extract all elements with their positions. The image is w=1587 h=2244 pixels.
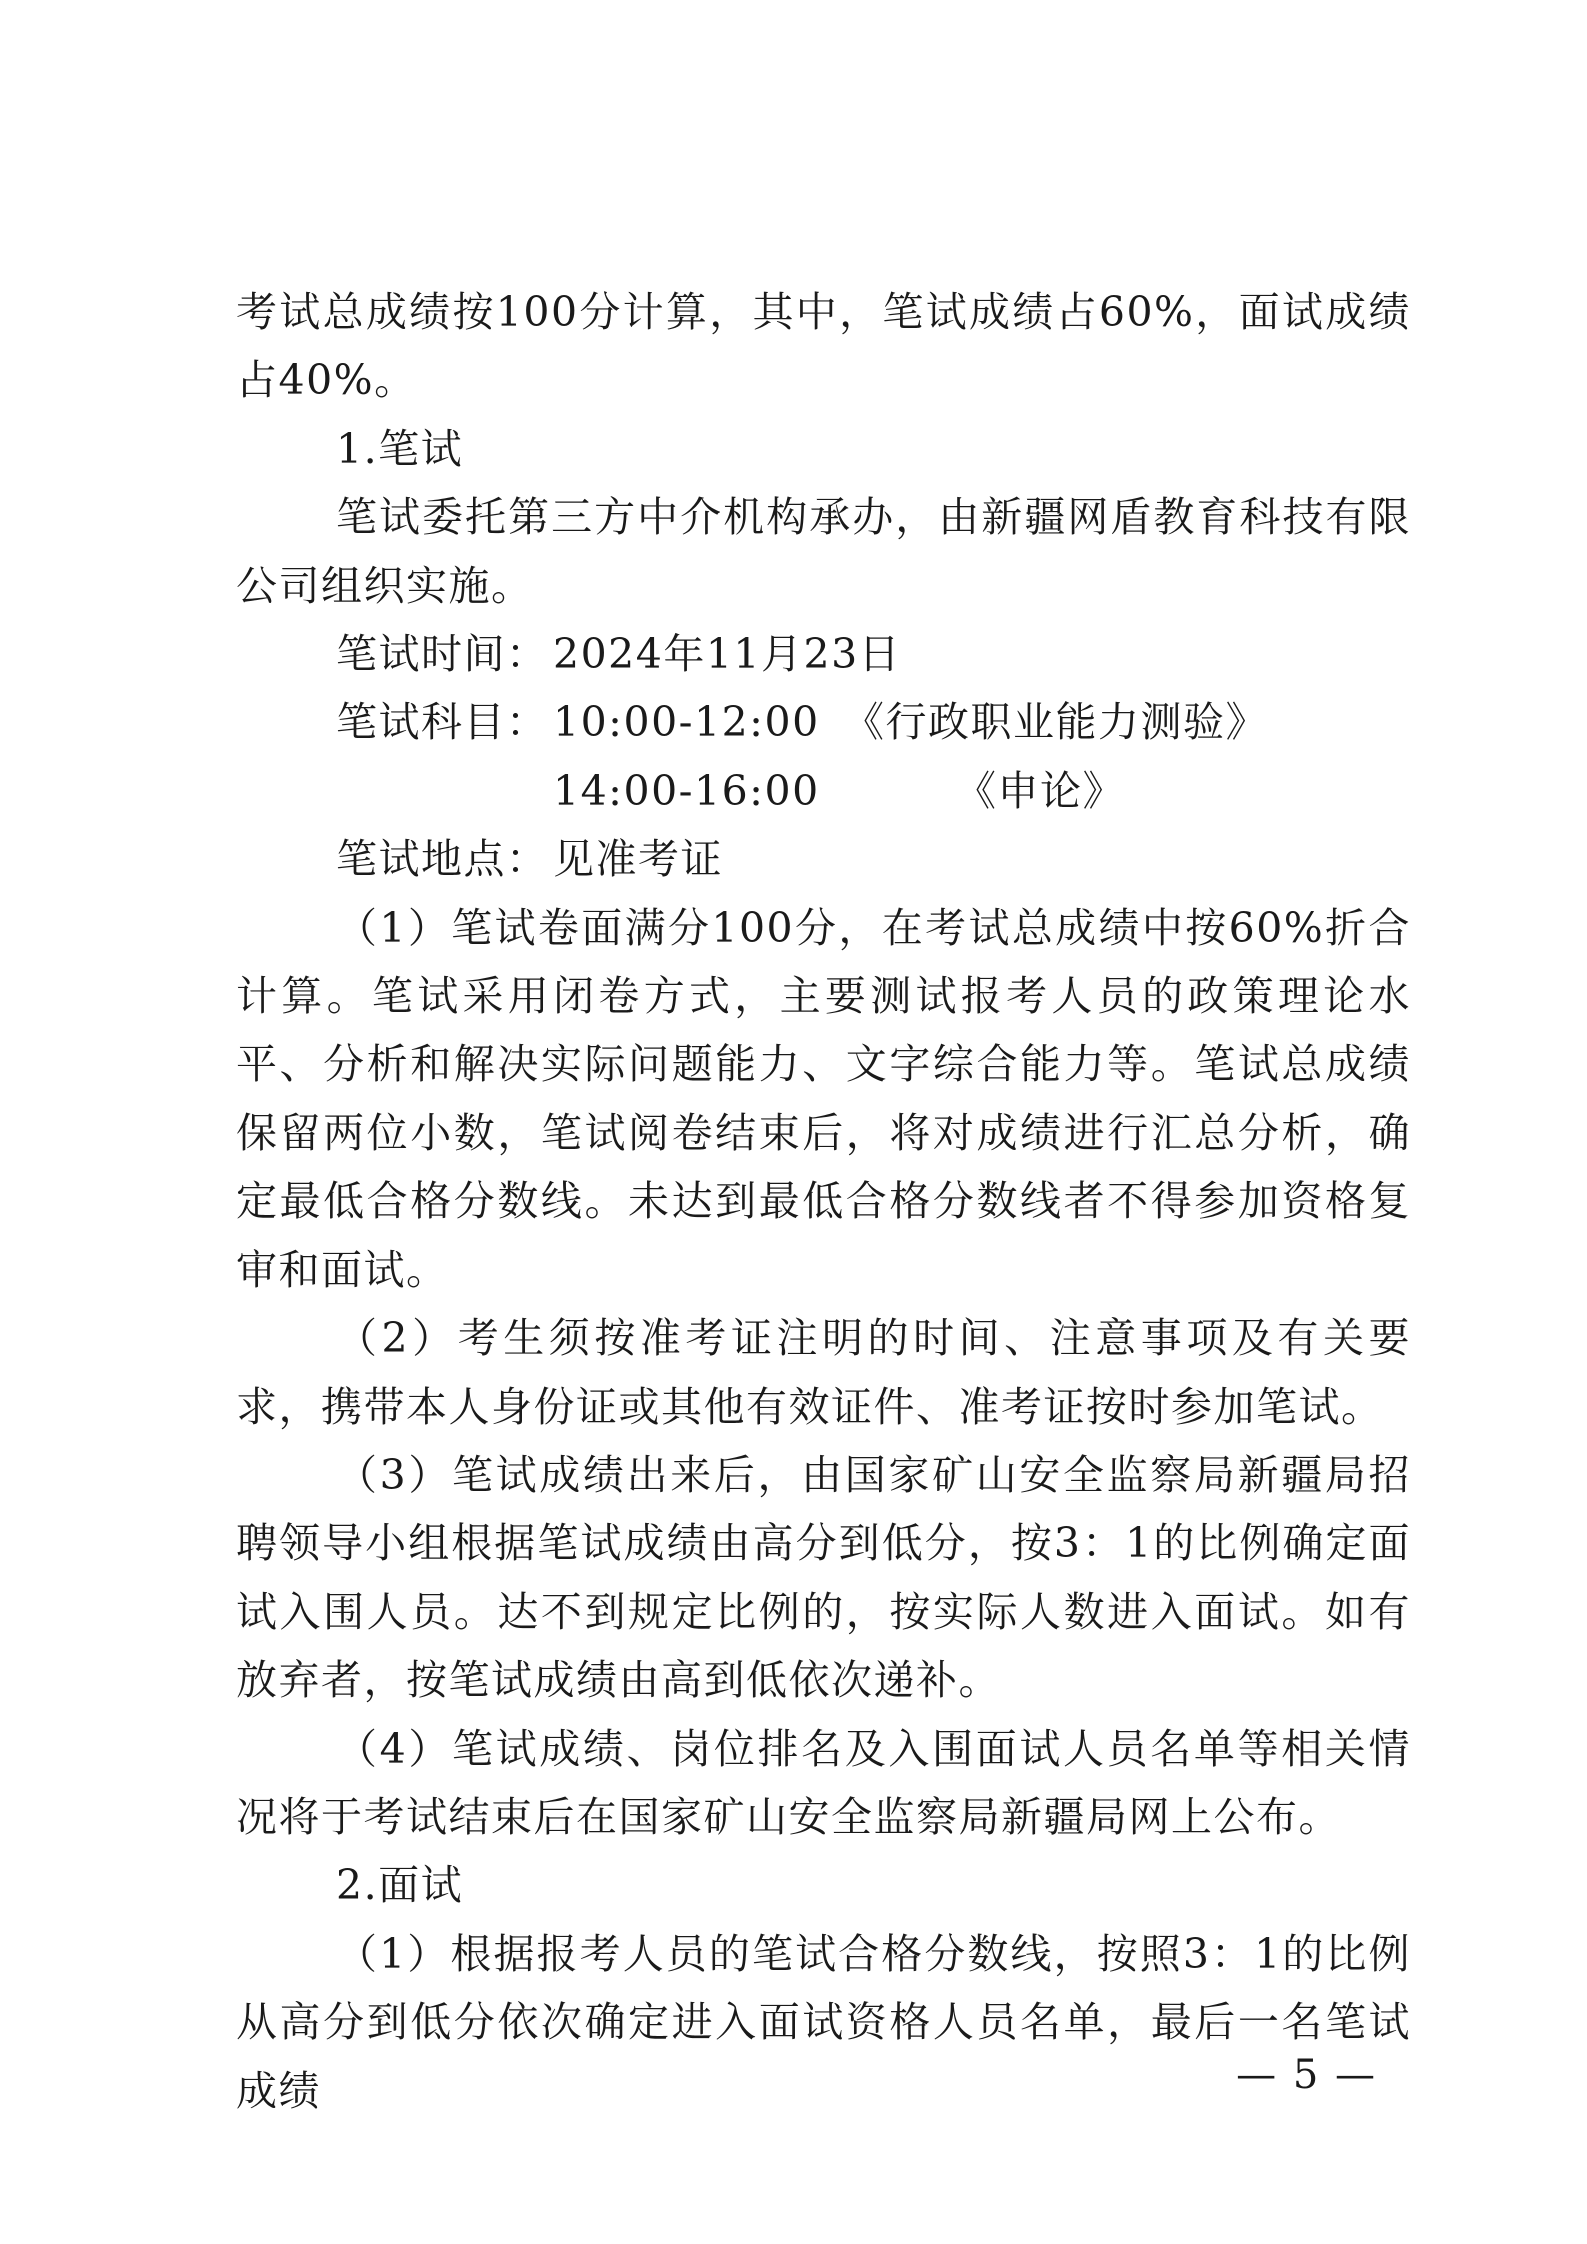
written-exam-item-2: （2）考生须按准考证注明的时间、注意事项及有关要求，携带本人身份证或其他有效证件、准考证按时参加笔试。	[236, 1314, 1411, 1431]
section-title-interview: 2.面试	[336, 1861, 464, 1910]
exam-subject-label-spacer	[236, 757, 553, 825]
subject-name: 《申论》	[955, 766, 1125, 815]
exam-subject-row-2	[236, 757, 1411, 825]
subject-name: 《行政职业能力测验》	[843, 698, 1268, 747]
page-number: — 5 —	[1236, 2052, 1377, 2098]
interview-item-1: （1）根据报考人员的笔试合格分数线，按照3：1的比例从高分到低分依次确定进入面试资格人员名单，最后一名笔试成绩	[236, 1929, 1411, 2115]
exam-time-value: 2024年11月23日	[553, 630, 902, 679]
subject-time: 10:00-12:00	[553, 698, 820, 747]
exam-place-label: 笔试地点：	[336, 835, 549, 884]
exam-subject-row-1	[236, 688, 1411, 756]
written-exam-item-3: （3）笔试成绩出来后，由国家矿山安全监察局新疆局招聘领导小组根据笔试成绩由高分到低分，按3：1的比例确定面试入围人员。达不到规定比例的，按实际人数进入面试。如有放弃者，按笔试成绩由高到低依次递补。	[236, 1450, 1411, 1705]
body-text	[236, 278, 1411, 2125]
exam-time-row	[236, 620, 1411, 688]
exam-time-label: 笔试时间：	[336, 630, 549, 679]
section-title-written-exam: 1.笔试	[336, 424, 464, 473]
written-exam-item-4: （4）笔试成绩、岗位排名及入围面试人员名单等相关情况将于考试结束后在国家矿山安全监察局新疆局网上公布。	[236, 1724, 1411, 1841]
subject-time: 14:00-16:00	[553, 766, 820, 815]
exam-place-row	[236, 825, 1411, 893]
exam-place-value: 见准考证	[553, 835, 723, 884]
written-exam-description: 笔试委托第三方中介机构承办，由新疆网盾教育科技有限公司组织实施。	[236, 493, 1411, 610]
exam-subject-label: 笔试科目：	[336, 698, 549, 747]
written-exam-item-1: （1）笔试卷面满分100分，在考试总成绩中按60%折合计算。笔试采用闭卷方式，主要测试报考人员的政策理论水平、分析和解决实际问题能力、文字综合能力等。笔试总成绩保留两位小数，笔试阅卷结束后，将对成绩进行汇总分析，确定最低合格分数线。未达到最低合格分数线者不得参加资格复审和面试。	[236, 903, 1411, 1294]
intro-paragraph: 考试总成绩按100分计算，其中，笔试成绩占60%，面试成绩占40%。	[236, 288, 1411, 405]
